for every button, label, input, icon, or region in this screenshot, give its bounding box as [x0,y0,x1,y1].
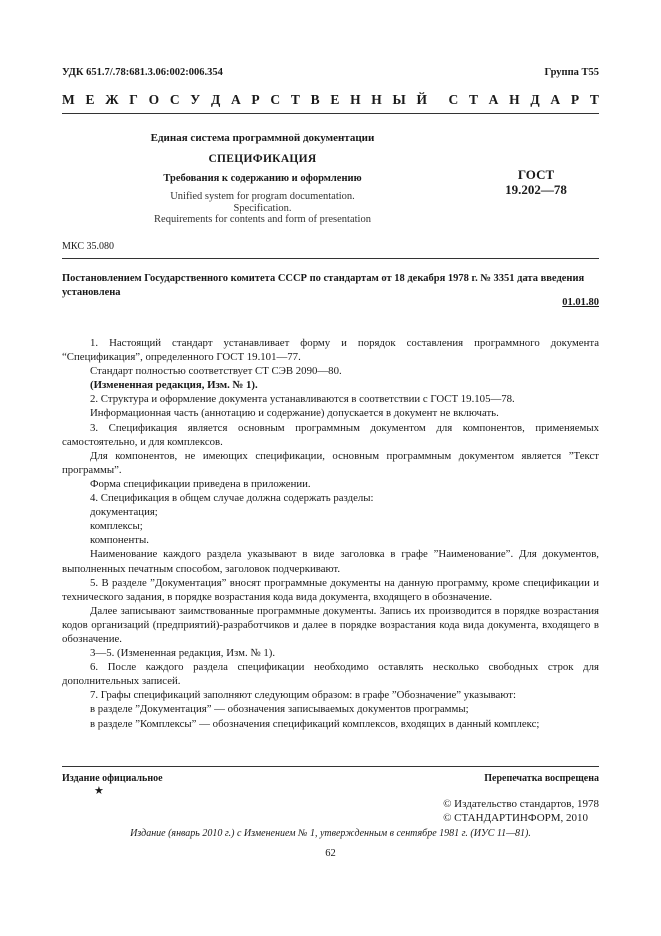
banner-letter: А [550,92,561,107]
paragraph: в разделе ”Документация” — обозначения записываемых документов программы; [90,703,469,716]
official-edition-label: Издание официальное [62,773,163,784]
paragraph: 4. Спецификация в общем случае должна содержать разделы: [90,492,374,505]
mks-code: МКС 35.080 [62,241,114,252]
paragraph: в разделе ”Комплексы” — обозначения спецификаций комплексов, входящих в данный комплекс; [90,717,540,730]
paragraph: Далее записывают заимствованные программные документы. Запись их производится в порядке возрастания кодов организаций (предприятий)-разработчиков и далее в порядке возрастания кода вида документа, входящего в обозначение. [62,604,599,645]
document-name: СПЕЦИФИКАЦИЯ [208,153,317,165]
banner-letter: Р [251,92,260,107]
page-number: 62 [325,848,336,859]
group-code: Группа Т55 [544,67,599,78]
banner-letter: С [270,92,281,107]
banner-letter: А [488,92,499,107]
banner-letter: Н [371,92,382,107]
title-block [140,132,385,226]
document-subtitle: Требования к содержанию и оформлению [163,173,362,184]
banner-letter: Р [570,92,580,107]
decree-text: Постановлением Государственного комитета СССР по стандартам от 18 декабря 1978 г. № 3351 дата введения установлена [62,273,585,298]
paragraph: Форма спецификации приведена в приложении. [90,477,311,490]
paragraph: 2. Структура и оформление документа устанавливаются в соответствии с ГОСТ 19.105—78. [90,393,515,406]
banner-letter: Т [468,92,478,107]
paragraph: 3—5. (Измененная редакция, Изм. № 1). [90,647,276,660]
paragraph: 6. После каждого раздела спецификации необходимо оставлять несколько свободных строк для дополнительных записей. [62,661,599,688]
copyright-block: © Издательство стандартов, 1978 © СТАНДАРТИНФОРМ, 2010 [443,798,599,824]
paragraph: 1. Настоящий стандарт устанавливает форму и порядок составления программного документа “Спецификация”, определенного ГОСТ 19.101—77. [62,337,599,364]
banner-letter: Т [290,92,300,107]
header-rule [62,113,599,114]
paragraph: 3. Спецификация является основным программным документом для компонентов, применяемых самостоятельно, и для комплексов. [62,421,599,448]
paragraph: Информационная часть (аннотацию и содержание) допускается в документ не включать. [90,407,499,420]
footer-rule [62,766,599,767]
english-title: Unified system for program documentation. Specification. Requirements for contents and form of presentation [154,191,371,225]
paragraph: комплексы; [90,520,143,533]
banner-letter: Й [416,92,428,107]
banner-letter: А [230,92,241,107]
banner-letter: В [310,92,320,107]
banner-letter: У [190,92,201,107]
banner-letter: Г [129,92,138,107]
banner-letter: Ы [392,92,406,107]
system-title: Единая система программной документации [150,132,375,144]
banner-letter: О [148,92,160,107]
paragraph: Стандарт полностью соответствует СТ СЭВ 2090—80. [90,365,342,378]
body-text [62,336,599,731]
banner-letter: Е [330,92,340,107]
mks-rule [62,258,599,259]
banner-letter: Е [85,92,95,107]
effective-date: 01.01.80 [562,297,599,308]
paragraph: документация; [90,506,158,519]
reprint-prohibited-label: Перепечатка воспрещена [484,773,599,784]
paragraph: компоненты. [90,534,149,547]
banner-letter: С [169,92,180,107]
paragraph: Наименование каждого раздела указывают в виде заголовка в графе ”Наименование”. Для документов, выполненных печатным способом, заголовок подчеркивают. [62,548,599,575]
paragraph: 7. Графы спецификаций заполняют следующим образом: в графе ”Обозначение” указывают: [90,689,516,702]
gost-number: ГОСТ 19.202—78 [505,167,567,197]
edition-note: Издание (январь 2010 г.) с Изменением № 1, утвержденным в сентябре 1981 г. (ИУС 11—81). [130,828,531,839]
banner-letter: Д [210,92,221,107]
paragraph: (Измененная редакция, Изм. № 1). [90,379,258,392]
interstate-standard-banner [62,92,599,108]
banner-letter: Т [589,92,599,107]
banner-letter: М [62,92,75,107]
banner-letter: Ж [105,92,119,107]
star-icon: ★ [94,785,104,797]
paragraph: Для компонентов, не имеющих спецификации, основным программным документом является ”Текст программы”. [62,449,599,476]
banner-letter: С [448,92,459,107]
banner-letter: Н [350,92,361,107]
udk-code: УДК 651.7/.78:681.3.06:002:006.354 [62,67,223,78]
banner-letter: Д [530,92,540,107]
paragraph: 5. В разделе ”Документация” вносят программные документы на данную программу, кроме спецификации и технического задания, в порядке возрастания кода вида документа, входящего в обозначение. [62,576,599,603]
banner-letter: Н [509,92,520,107]
